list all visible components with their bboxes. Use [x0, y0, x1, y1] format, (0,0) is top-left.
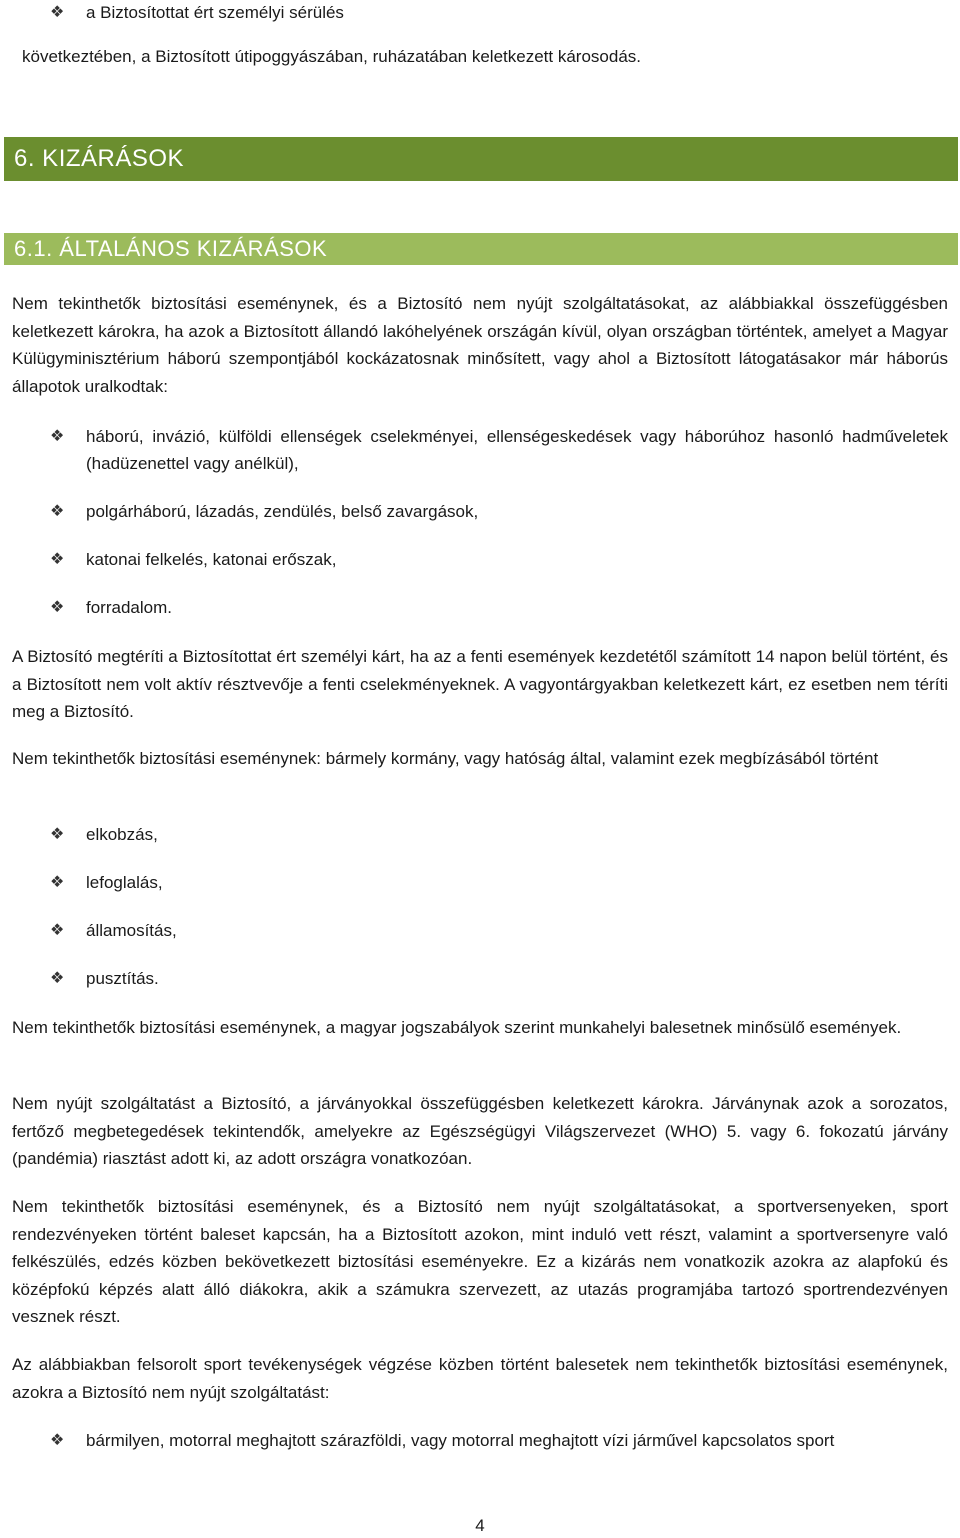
page-number: 4	[475, 1516, 485, 1535]
diamond-bullet-icon: ❖	[50, 4, 65, 21]
paragraph-epidemic: Nem nyújt szolgáltatást a Biztosító, a járványokkal összefüggésben keletkezett károkra. Járványnak azok a sorozatos, fertőző megbetegedések tekintendők, amelyekre az Egészségügyi Világszervezet (WHO) 5. vagy 6. fokozatú járvány (pandémia) riasztást adott ki, az adott országra vonatkozóan.	[12, 1094, 948, 1168]
diamond-bullet-icon: ❖	[50, 599, 65, 616]
intro-continuation: következtében, a Biztosított útipoggyászában, ruházatában keletkezett károsodás.	[22, 47, 641, 66]
diamond-bullet-icon: ❖	[50, 922, 65, 939]
list-item-text: pusztítás.	[86, 969, 159, 988]
diamond-bullet-icon: ❖	[50, 874, 65, 891]
intro-bullet-text: a Biztosítottat ért személyi sérülés	[86, 3, 344, 22]
paragraph-sport-activities: Az alábbiakban felsorolt sport tevékenységek végzése közben történt balesetek nem tekinthetők biztosítási eseménynek, azokra a Biztosító nem nyújt szolgáltatást:	[12, 1355, 948, 1402]
diamond-bullet-icon: ❖	[50, 970, 65, 987]
section-6-title: 6. KIZÁRÁSOK	[14, 145, 185, 172]
list-item-text: bármilyen, motorral meghajtott szárazföldi, vagy motorral meghajtott vízi járművel kapcsolatos sport	[86, 1431, 835, 1450]
list-item-text: polgárháború, lázadás, zendülés, belső zavargások,	[86, 502, 479, 521]
diamond-bullet-icon: ❖	[50, 1432, 65, 1449]
diamond-bullet-icon: ❖	[50, 428, 65, 445]
section-6-1-title: 6.1. ÁLTALÁNOS KIZÁRÁSOK	[14, 236, 328, 261]
diamond-bullet-icon: ❖	[50, 551, 65, 568]
paragraph-workplace-accident: Nem tekinthetők biztosítási eseménynek, a magyar jogszabályok szerint munkahelyi balesetnek minősülő események.	[12, 1018, 902, 1037]
paragraph-sport-events: Nem tekinthetők biztosítási eseménynek, és a Biztosító nem nyújt szolgáltatásokat, a sportversenyeken, sport rendezvényeken történt baleset kapcsán, ha a Biztosított azokon, mint induló vett részt, valamint a sportversenyre való felkészülés, edzés közben bekövetkezett biztosítási eseményekre. Ez a kizárás nem vonatkozik azokra az alapfokú és középfokú képzés alatt álló diákokra, akik a számukra szervezett, az utazás programjába tartozó sportrendezvényen vesznek részt.	[12, 1197, 948, 1326]
list-item-text: államosítás,	[86, 921, 177, 940]
list-item-text: háború, invázió, külföldi ellenségek cselekményei, ellenségeskedések vagy háborúhoz hasonló hadműveletek (hadüzenettel vagy anélkül),	[86, 427, 948, 473]
list-item-text: forradalom.	[86, 598, 172, 617]
paragraph-personal-damage: A Biztosító megtéríti a Biztosítottat ért személyi kárt, ha az a fenti események kezdetétől számított 14 napon belül történt, és a Biztosított nem volt aktív résztvevője a fenti cselekményeknek. A vagyontárgyakban keletkezett kárt, ez esetben nem téríti meg a Biztosító.	[12, 647, 948, 721]
section-6-1-header	[4, 233, 958, 265]
diamond-bullet-icon: ❖	[50, 503, 65, 520]
diamond-bullet-icon: ❖	[50, 826, 65, 843]
list-item-text: elkobzás,	[86, 825, 158, 844]
list-item-text: katonai felkelés, katonai erőszak,	[86, 550, 337, 569]
paragraph-war-exclusion: Nem tekinthetők biztosítási eseménynek, és a Biztosító nem nyújt szolgáltatásokat, az alábbiakkal összefüggésben keletkezett károkra, ha azok a Biztosított állandó lakóhelyének országán kívül, olyan országban történtek, amelyet a Magyar Külügyminisztérium háború szempontjából kockázatosnak minősített, vagy ahol a Biztosított látogatásakor már háborús állapotok uralkodtak:	[12, 294, 948, 396]
list-item-text: lefoglalás,	[86, 873, 163, 892]
paragraph-government: Nem tekinthetők biztosítási eseménynek: bármely kormány, vagy hatóság által, valamint ezek megbízásából történt	[12, 749, 879, 768]
section-6-header	[4, 137, 958, 181]
